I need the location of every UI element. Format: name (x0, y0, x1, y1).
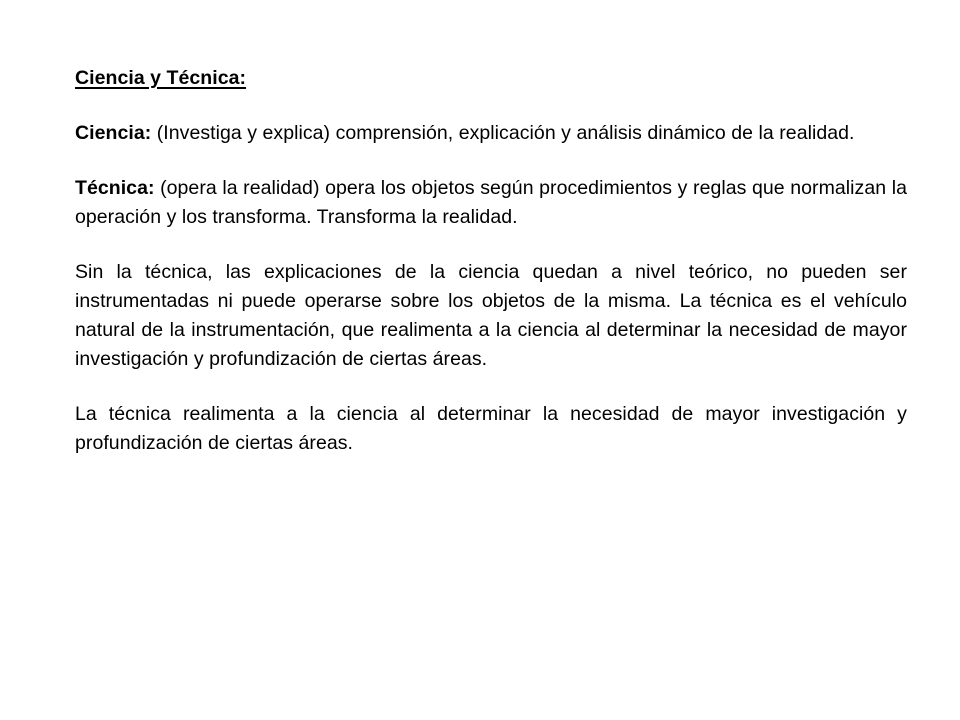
slide-content (75, 64, 907, 458)
page-title: Ciencia y Técnica: (75, 67, 247, 89)
paragraph-tecnica (75, 174, 907, 232)
spacer (75, 148, 907, 174)
paragraph-tecnica-text: (opera la realidad) opera los objetos según procedimientos y reglas que normalizan la operación y los transforma. Transforma la realidad. (75, 177, 907, 228)
term-ciencia: Ciencia: (75, 122, 152, 144)
paragraph-ciencia-text: (Investiga y explica) comprensión, explicación y análisis dinámico de la realidad. (151, 122, 855, 144)
spacer (75, 93, 907, 119)
paragraph-ciencia (75, 119, 907, 148)
spacer (75, 232, 907, 258)
paragraph-sin-tecnica: Sin la técnica, las explicaciones de la ciencia quedan a nivel teórico, no pueden ser instrumentadas ni puede operarse sobre los objetos de la misma. La técnica es el vehículo natural de la instrumentación, que realimenta a la ciencia al determinar la necesidad de mayor investigación y profundización de ciertas áreas. (75, 261, 907, 370)
paragraph-realimenta: La técnica realimenta a la ciencia al determinar la necesidad de mayor investigación y profundización de ciertas áreas. (75, 403, 907, 454)
spacer (75, 374, 907, 400)
term-tecnica: Técnica: (75, 177, 155, 199)
